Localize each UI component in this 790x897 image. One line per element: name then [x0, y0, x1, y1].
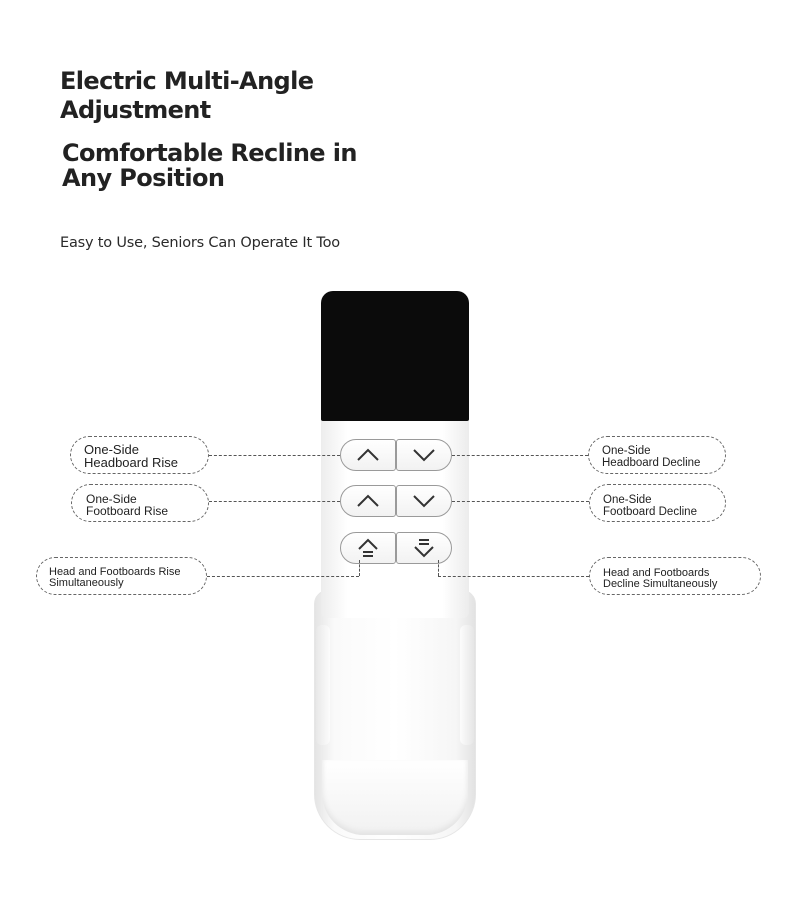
label-both-decline-text	[603, 568, 717, 590]
leader-line	[438, 560, 439, 576]
label-line: Footboard Rise	[86, 504, 169, 518]
label-line: Footboard Decline	[603, 505, 697, 518]
both-decline-button[interactable]	[396, 532, 452, 564]
clip-side-left	[316, 625, 330, 745]
chevron-up-icon	[356, 494, 380, 508]
label-line: One-Side	[84, 442, 139, 457]
leader-line	[207, 576, 359, 577]
secondary-heading	[62, 141, 402, 191]
label-headboard-decline-text	[602, 446, 700, 469]
leader-line	[452, 455, 588, 456]
label-line: Head and Footboards Rise	[49, 566, 181, 578]
both-rise-button[interactable]	[340, 532, 396, 564]
double-up-icon	[356, 537, 380, 559]
footboard-decline-button[interactable]	[396, 485, 452, 517]
headboard-rise-button[interactable]	[340, 439, 396, 471]
heading-line-1: Electric Multi-Angle	[60, 67, 314, 95]
clip-bottom	[322, 760, 468, 835]
label-line: One-Side	[86, 492, 137, 506]
chevron-down-icon	[412, 494, 436, 508]
heading-line-4: Any Position	[62, 164, 225, 192]
chevron-up-icon	[356, 448, 380, 462]
label-line: Simultaneously	[49, 577, 124, 589]
footboard-rise-button[interactable]	[340, 485, 396, 517]
label-line: Headboard Decline	[602, 456, 701, 469]
remote-screen	[321, 291, 469, 421]
double-down-icon	[412, 537, 436, 559]
heading-line-3: Comfortable Recline in	[62, 139, 357, 167]
label-both-rise-text	[49, 567, 180, 589]
leader-line	[209, 501, 340, 502]
label-line: One-Side	[603, 494, 652, 506]
chevron-down-icon	[412, 448, 436, 462]
label-footboard-rise-text	[86, 493, 168, 517]
leader-line	[452, 501, 589, 502]
label-line: Head and Footboards	[603, 567, 710, 579]
label-line: One-Side	[602, 445, 651, 457]
heading-line-2: Adjustment	[60, 96, 211, 124]
label-headboard-rise-text	[84, 443, 178, 469]
leader-line	[209, 455, 340, 456]
main-heading	[60, 67, 450, 125]
label-line: Decline Simultaneously	[603, 578, 718, 590]
subheading: Easy to Use, Seniors Can Operate It Too	[60, 235, 340, 251]
leader-line	[359, 560, 360, 576]
leader-line	[438, 576, 589, 577]
label-footboard-decline-text	[603, 495, 697, 518]
clip-side-right	[460, 625, 474, 745]
label-line: Headboard Rise	[84, 455, 178, 470]
headboard-decline-button[interactable]	[396, 439, 452, 471]
